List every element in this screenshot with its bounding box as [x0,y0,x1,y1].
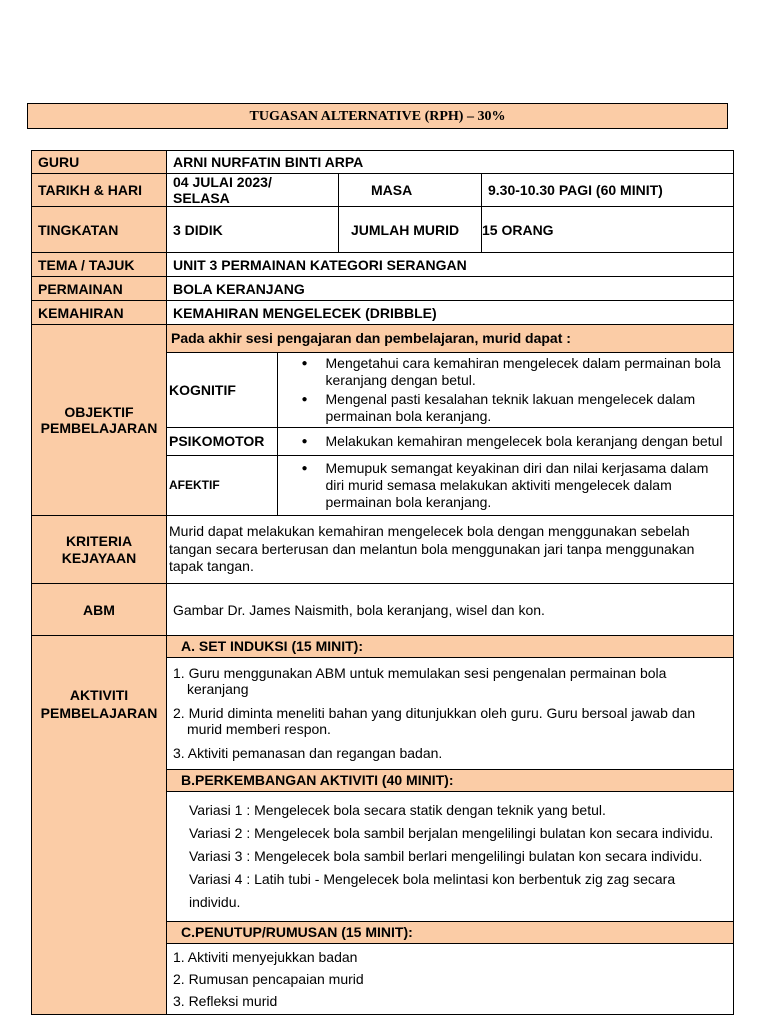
row-objektif [32,325,734,516]
row-aktiviti [32,636,734,1015]
penutup-heading: C.PENUTUP/RUMUSAN (15 MINIT): [167,921,733,943]
objektif-inner-table [167,325,733,515]
kognitif-list-cell [277,352,733,427]
aktiviti-inner-table [167,636,733,1014]
afektif-item: ● Memupuk semangat keyakinan diri dan nilai kerjasama dalam diri murid semasa melakukan aktiviti mengelecek dalam permainan bola keranjang. [326,460,730,511]
variasi-item: Variasi 3 : Mengelecek bola sambil berlari mengelilingi bulatan kon secara individu. [189,847,703,864]
row-guru [32,151,734,174]
variasi-item: Variasi 4 : Latih tubi - Mengelecek bola melintasi kon berbentuk zig zag secara individu. [189,870,676,910]
value-permainan: BOLA KERANJANG [167,277,734,301]
penutup-item: 1. Aktiviti menyejukkan badan [173,948,358,965]
label-psikomotor: PSIKOMOTOR [167,427,277,455]
label-permainan: PERMAINAN [32,277,167,301]
row-kriteria [32,516,734,584]
aktiviti-content [167,636,734,1015]
label-tarikh: TARIKH & HARI [32,174,167,207]
label-jumlah-murid: JUMLAH MURID [339,207,482,253]
label-masa: MASA [339,174,482,207]
value-guru: ARNI NURFATIN BINTI ARPA [167,151,734,174]
set-induksi-item: 2. Murid diminta meneliti bahan yang ditunjukkan oleh guru. Guru bersoal jawab dan murid memberi respon. [173,705,696,737]
afektif-list [282,460,730,511]
psikomotor-list [282,433,730,450]
rph-table [31,150,734,1015]
variasi-item: Variasi 2 : Mengelecek bola sambil berjalan mengelilingi bulatan kon secara individu. [189,824,714,841]
row-abm [32,584,734,636]
set-induksi-heading: A. SET INDUKSI (15 MINIT): [167,636,733,657]
label-kriteria [32,516,167,584]
kognitif-list [282,355,730,425]
label-kemahiran: KEMAHIRAN [32,301,167,325]
perkembangan-heading: B.PERKEMBANGAN AKTIVITI (40 MINIT): [167,769,733,791]
afektif-list-cell [277,455,733,515]
set-induksi-item: 1. Guru menggunakan ABM untuk memulakan sesi pengenalan permainan bola keranjang [173,665,667,697]
psikomotor-item: ● Melakukan kemahiran mengelecek bola keranjang dengan betul [326,433,730,450]
value-jumlah-murid: 15 ORANG [482,207,734,253]
penutup-cell [167,943,733,1014]
kognitif-item: ● Mengetahui cara kemahiran mengelecek dalam permainan bola keranjang dengan betul. [326,355,730,389]
psikomotor-list-cell [277,427,733,455]
value-kemahiran: KEMAHIRAN MENGELECEK (DRIBBLE) [167,301,734,325]
row-tarikh [32,174,734,207]
label-guru: GURU [32,151,167,174]
value-abm: Gambar Dr. James Naismith, bola keranjang, wisel dan kon. [167,584,734,636]
value-kriteria: Murid dapat melakukan kemahiran mengelecek bola dengan menggunakan sebelah tangan secara berterusan dan melantun bola menggunakan jari tanpa menggunakan tapak tangan. [167,516,734,584]
set-induksi-item: 3. Aktiviti pemanasan dan regangan badan. [173,745,443,761]
label-objektif [32,325,167,516]
penutup-item: 3. Refleksi murid [173,992,278,1009]
label-aktiviti-text: AKTIVITI PEMBELAJARAN [40,687,158,721]
perkembangan-cell [167,791,733,921]
value-tingkatan: 3 DIDIK [167,207,339,253]
document-title: TUGASAN ALTERNATIVE (RPH) – 30% [27,103,728,129]
value-masa: 9.30-10.30 PAGI (60 MINIT) [482,174,734,207]
objektif-content [167,325,734,516]
label-afektif: AFEKTIF [167,455,277,515]
value-tarikh: 04 JULAI 2023/ SELASA [167,174,339,207]
objektif-intro: Pada akhir sesi pengajaran dan pembelajaran, murid dapat : [167,325,733,352]
label-tema: TEMA / TAJUK [32,253,167,277]
label-kognitif: KOGNITIF [167,352,277,427]
label-aktiviti [32,636,167,1015]
kognitif-item: ● Mengenal pasti kesalahan teknik lakuan mengelecek dalam permainan bola keranjang. [326,391,730,425]
value-tema: UNIT 3 PERMAINAN KATEGORI SERANGAN [167,253,734,277]
label-kriteria-text: KRITERIA KEJAYAAN [61,532,137,566]
set-induksi-cell [167,657,733,769]
row-permainan [32,277,734,301]
row-kemahiran [32,301,734,325]
variasi-item: Variasi 1 : Mengelecek bola secara statik dengan teknik yang betul. [189,801,606,818]
set-induksi-list [173,665,727,761]
penutup-item: 2. Rumusan pencapaian murid [173,970,364,987]
row-tingkatan [32,207,734,253]
label-abm: ABM [32,584,167,636]
row-tema [32,253,734,277]
label-objektif-text: OBJEKTIF PEMBELAJARAN [40,404,158,436]
label-tingkatan: TINGKATAN [32,207,167,253]
